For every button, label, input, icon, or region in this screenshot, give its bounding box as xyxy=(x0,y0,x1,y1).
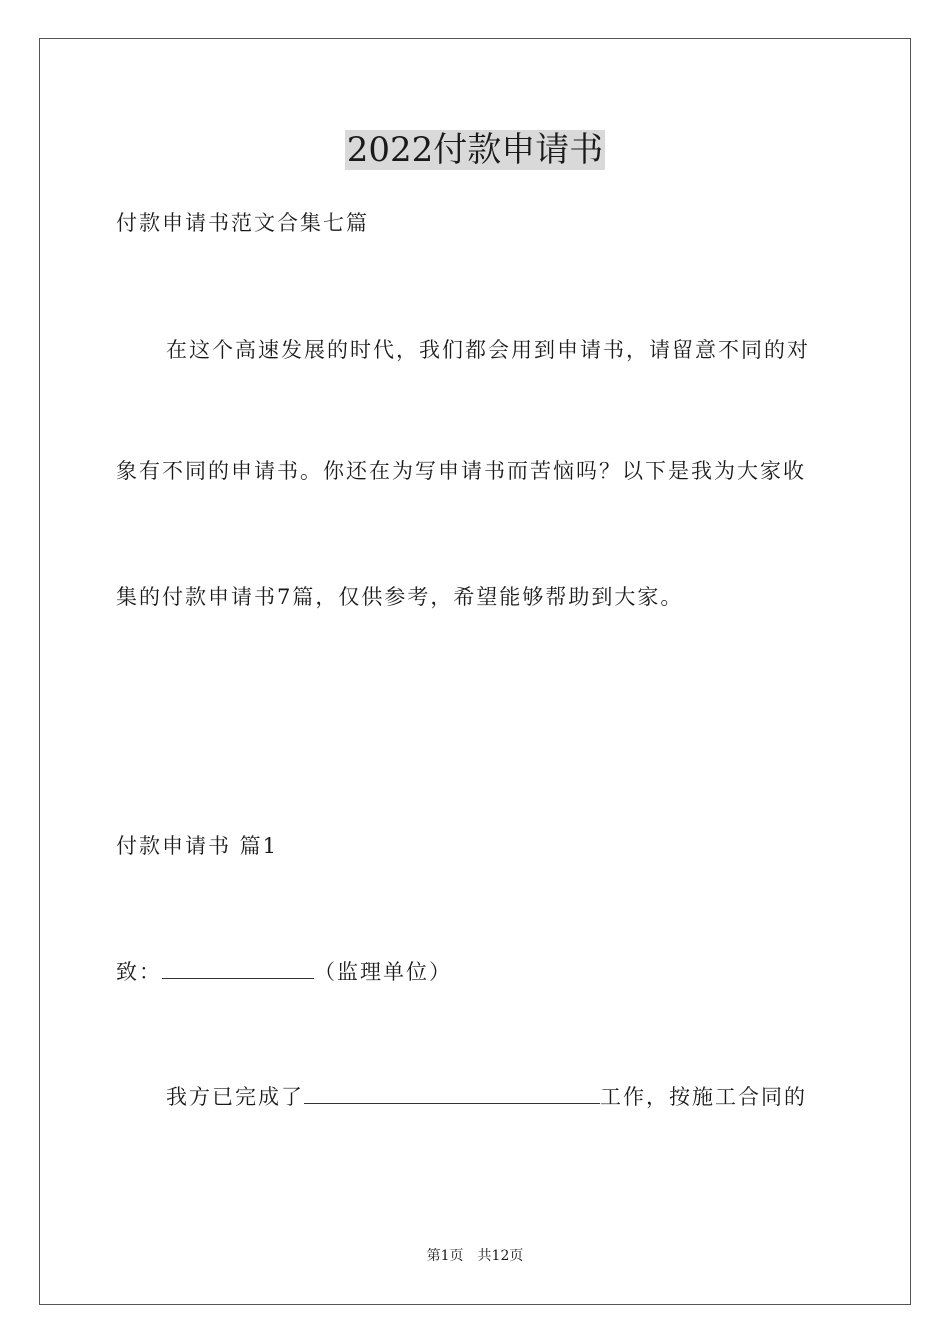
body-prefix: 我方已完成了 xyxy=(166,1085,304,1109)
document-title-text: 2022付款申请书 xyxy=(346,130,604,170)
recipient-label: 致： xyxy=(116,960,162,984)
document-subtitle: 付款申请书范文合集七篇 xyxy=(116,211,369,235)
recipient-line xyxy=(116,956,452,987)
intro-line-1: 在这个高速发展的时代，我们都会用到申请书，请留意不同的对 xyxy=(166,338,810,362)
body-line xyxy=(166,1081,807,1112)
page-footer: 第1页 共12页 xyxy=(426,1248,524,1264)
body-suffix: 工作，按施工合同的 xyxy=(600,1085,807,1109)
document-title xyxy=(0,128,950,172)
recipient-suffix: （监理单位） xyxy=(314,960,452,984)
section-heading: 付款申请书 篇1 xyxy=(116,834,279,858)
intro-line-3: 集的付款申请书7篇，仅供参考，希望能够帮助到大家。 xyxy=(116,585,684,609)
intro-line-2: 象有不同的申请书。你还在为写申请书而苦恼吗？以下是我为大家收 xyxy=(116,459,806,483)
work-blank xyxy=(304,1081,600,1104)
recipient-blank xyxy=(162,956,314,979)
